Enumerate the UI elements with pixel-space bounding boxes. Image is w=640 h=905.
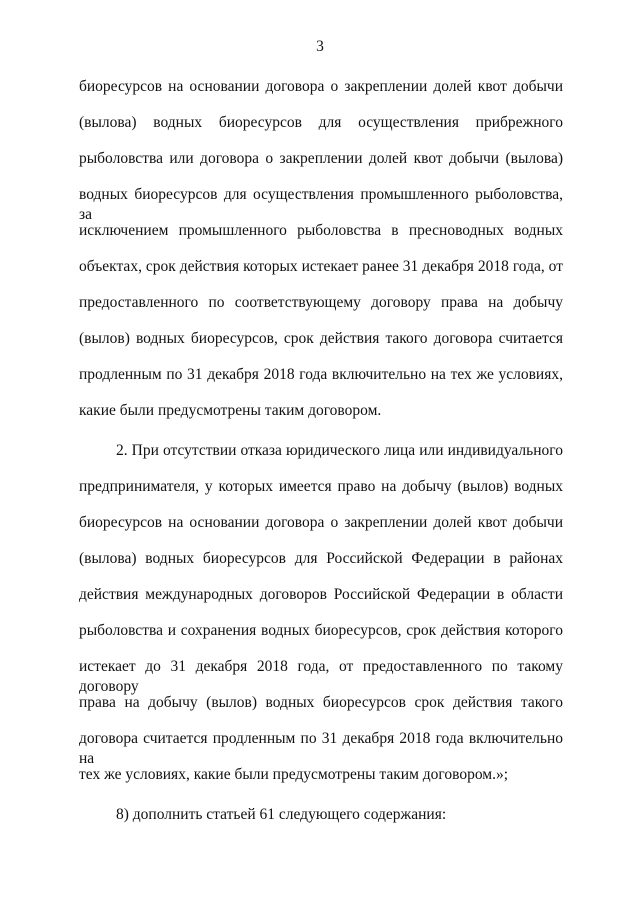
text-line: исключением промышленного рыболовства в пресноводных водных — [79, 222, 563, 239]
text-line: договора считается продленным по 31 декабря 2018 года включительно на — [79, 730, 563, 767]
page-number: 3 — [316, 38, 324, 55]
text-line: тех же условиях, какие были предусмотрены таким договором.»; — [79, 766, 509, 783]
item-8-line: 8) дополнить статьей 61 следующего содержания: — [116, 806, 447, 823]
text-line: (вылова) водных биоресурсов для Российской Федерации в районах — [79, 550, 563, 567]
text-line: (вылова) водных биоресурсов для осуществления прибрежного — [79, 114, 563, 131]
text-line: права на добычу (вылов) водных биоресурсов срок действия такого — [79, 694, 563, 711]
text-line: биоресурсов на основании договора о закреплении долей квот добычи — [79, 78, 563, 95]
text-line: рыболовства и сохранения водных биоресурсов, срок действия которого — [79, 622, 563, 639]
text-line: действия международных договоров Российской Федерации в области — [79, 586, 563, 603]
text-line: объектах, срок действия которых истекает ранее 31 декабря 2018 года, от — [79, 258, 563, 275]
text-line: рыболовства или договора о закреплении долей квот добычи (вылова) — [79, 150, 563, 167]
text-line: биоресурсов на основании договора о закреплении долей квот добычи — [79, 514, 563, 531]
text-line: истекает до 31 декабря 2018 года, от предоставленного по такому договору — [79, 658, 563, 695]
text-line: водных биоресурсов для осуществления промышленного рыболовства, за — [79, 186, 563, 223]
text-line: продленным по 31 декабря 2018 года включительно на тех же условиях, — [79, 366, 563, 383]
text-line: какие были предусмотрены таким договором. — [79, 402, 382, 419]
text-line: предпринимателя, у которых имеется право на добычу (вылов) водных — [79, 478, 563, 495]
paragraph-2-first-line: 2. При отсутствии отказа юридического лица или индивидуального — [116, 442, 563, 459]
text-line: (вылов) водных биоресурсов, срок действия такого договора считается — [79, 330, 563, 347]
text-line: предоставленного по соответствующему договору права на добычу — [79, 294, 563, 311]
